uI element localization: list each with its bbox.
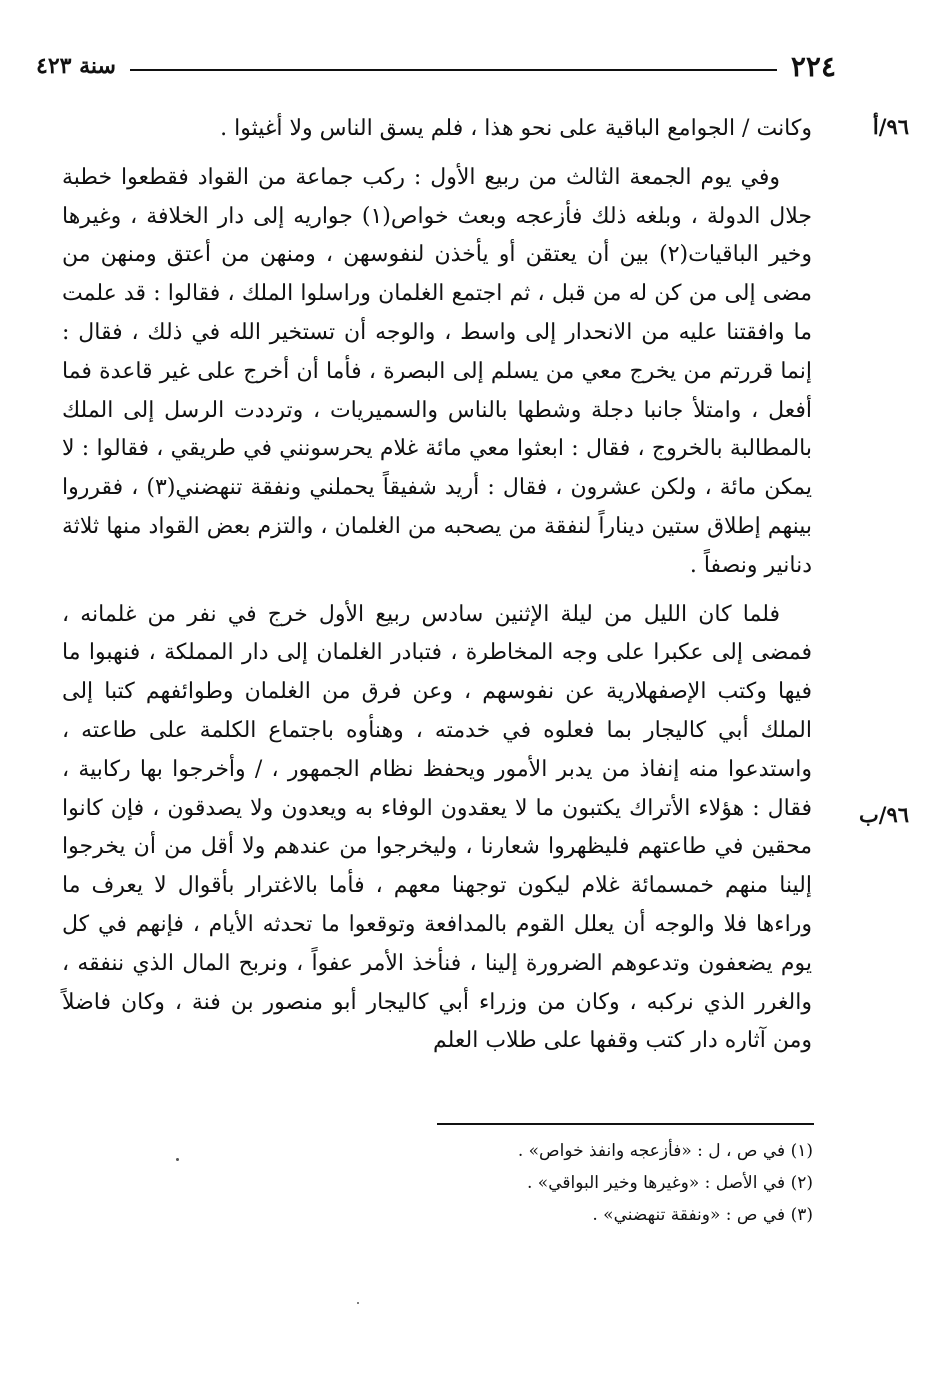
footnote-rule	[437, 1123, 814, 1125]
paragraph-3: فلما كان الليل من ليلة الإثنين سادس ربيع الأول خرج في نفر من غلمانه ، فمضى إلى عكبرا على وجه المخاطرة ، فتبادر الغلمان إلى دار المملكة ، فنهبوا ما فيها وكتب الإصفهلارية عن نفوسهم ، وعن فرق من الغلمان وطوائفهم كتبا إلى الملك أبي كاليجار بما فعلوه في خدمته ، وهنأوه باجتماع الكلمة على طاعته ، واستدعوا منه إنفاذ من يدبر الأمور ويحفظ نظام الجمهور ، / وأخرجوا بها ركابية ، فقال : هؤلاء الأتراك يكتبون ما لا يعقدون الوفاء به ويعدون ولا يصدقون ، فإن كانوا محقين في طاعتهم فليظهروا شعارنا ، وليخرجوا من عندهم ولا أقل من أن يخرجوا إلينا منهم خمسمائة غلام ليكون توجهنا معهم ، فأما بالاغترار بأقوال لا يعرف ما وراءها فلا والوجه أن يعلل القوم بالمدافعة وتوقعوا ما تحدثه الأيام ، فإنهم في كل يوم يضعفون وتدعوهم الضرورة إلينا ، فنأخذ الأمر عفواً ، ونربح المال الذي ننفقه ، والغرر الذي نركبه ، وكان من وزراء أبي كاليجار أبو منصور بن فنة ، وكان فاضلاً ومن آثاره دار كتب وقفها على طلاب العلم	[62, 601, 812, 1054]
page-number: ٢٢٤	[790, 49, 836, 83]
footnote-3: (٣) في ص : «ونفقة تنهضني» .	[592, 1205, 813, 1225]
footnote-1: (١) في ص ، ل : «فأزعجه وانفذ خواص» .	[517, 1141, 813, 1161]
paragraph-1: وكانت / الجوامع الباقية على نحو هذا ، فلم يسق الناس ولا أغيثوا .	[220, 116, 812, 141]
footnotes	[300, 1135, 813, 1231]
header-rule	[130, 69, 777, 71]
body-text	[62, 110, 812, 1061]
running-header	[36, 46, 836, 86]
header-year: سنة ٤٢٣	[36, 53, 116, 79]
scan-speck	[176, 1158, 179, 1161]
paragraph-2: وفي يوم الجمعة الثالث من ربيع الأول : ركب جماعة من القواد فقطعوا خطبة جلال الدولة ، وبلغه ذلك فأزعجه وبعث خواص(١) جواريه إلى دار الخلافة ، وغيرها وخير الباقيات(٢) بين أن يعتقن أو يأخذن لنفوسهن ، ومنهن من أعتق ومنهن من مضى إلى من كن له من قبل ، ثم اجتمع الغلمان وراسلوا الملك ، فقالوا : قد علمت ما وافقتنا عليه من الانحدار إلى واسط ، والوجه أن تستخير الله في ذلك ، فقال : إنما قررتم من يخرج معي من يسلم إلى البصرة ، فأما أن أخرج على غير قاعدة فما أفعل ، وامتلأ جانبا دجلة وشطها بالناس والسميريات ، وترددت الرسل إلى الملك بالمطالبة بالخروج ، فقال : ابعثوا معي مائة غلام يحرسونني في طريقي ، فقالوا : لا يمكن مائة ، ولكن عشرون ، فقال : أريد شفيقاً يحملني ونفقة تنهضني(٣) ، فقرروا بينهم إطلاق ستين ديناراً لنفقة من يصحبه من الغلمان ، والتزم بعض القواد منها ثلاثة دنانير ونصفاً .	[62, 164, 812, 578]
footnote-2: (٢) في الأصل : «وغيرها وخير البواقي» .	[526, 1173, 813, 1193]
scan-speck	[357, 1302, 359, 1304]
folio-marker-a: ٩٦/أ	[872, 114, 909, 139]
folio-marker-b: ٩٦/ب	[858, 802, 909, 827]
